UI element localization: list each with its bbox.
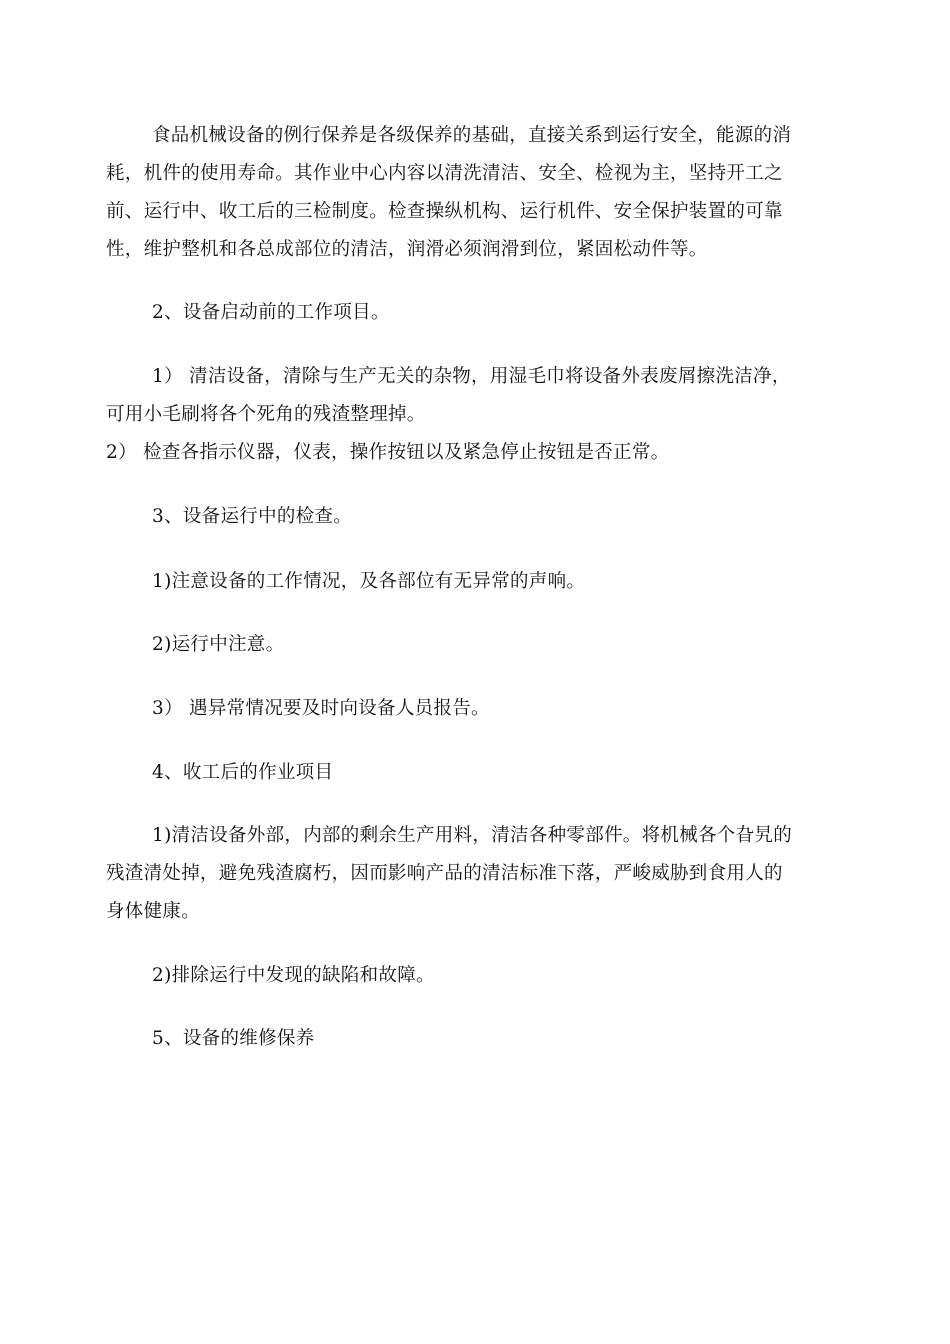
intro-paragraph-line-3: 前、运行中、收工后的三检制度。检查操纵机构、运行机件、安全保护装置的可靠 [106, 201, 783, 222]
section-2-item-1-line-1: 1） 清洁设备，清除与生产无关的杂物，用湿毛巾将设备外表废屑擦洗洁净， [152, 366, 791, 387]
section-3-item-2: 2)运行中注意。 [152, 634, 285, 655]
section-4-item-1-line-1: 1)清洁设备外部，内部的剩余生产用料，清洁各种零部件。将机械各个旮旯的 [152, 825, 792, 846]
intro-paragraph-line-4: 性，维护整机和各总成部位的清洁，润滑必须润滑到位，紧固松动件等。 [106, 239, 708, 260]
section-3-heading: 3、设备运行中的检查。 [152, 506, 353, 527]
section-3-item-1: 1)注意设备的工作情况，及各部位有无异常的声响。 [152, 571, 586, 592]
intro-paragraph-line-2: 耗，机件的使用寿命。其作业中心内容以清洗清洁、安全、检视为主，坚持开工之 [106, 163, 783, 184]
section-4-item-2: 2)排除运行中发现的缺陷和故障。 [152, 965, 435, 986]
section-4-item-1-line-3: 身体健康。 [106, 901, 201, 922]
intro-paragraph-line-1: 食品机械设备的例行保养是各级保养的基础，直接关系到运行安全，能源的消 [152, 125, 792, 146]
section-2-item-1-line-2: 可用小毛刷将各个死角的残渣整理掉。 [106, 404, 426, 425]
section-2-heading: 2、设备启动前的工作项目。 [152, 302, 390, 323]
section-4-heading: 4、收工后的作业项目 [152, 762, 334, 783]
section-4-item-1-line-2: 残渣清处掉，避免残渣腐朽，因而影响产品的清洁标准下落，严峻威胁到食用人的 [106, 863, 783, 884]
section-5-heading: 5、设备的维修保养 [152, 1028, 315, 1049]
section-2-item-2: 2） 检查各指示仪器，仪表，操作按钮以及紧急停止按钮是否正常。 [106, 442, 670, 463]
section-3-item-3: 3） 遇异常情况要及时向设备人员报告。 [152, 698, 490, 719]
